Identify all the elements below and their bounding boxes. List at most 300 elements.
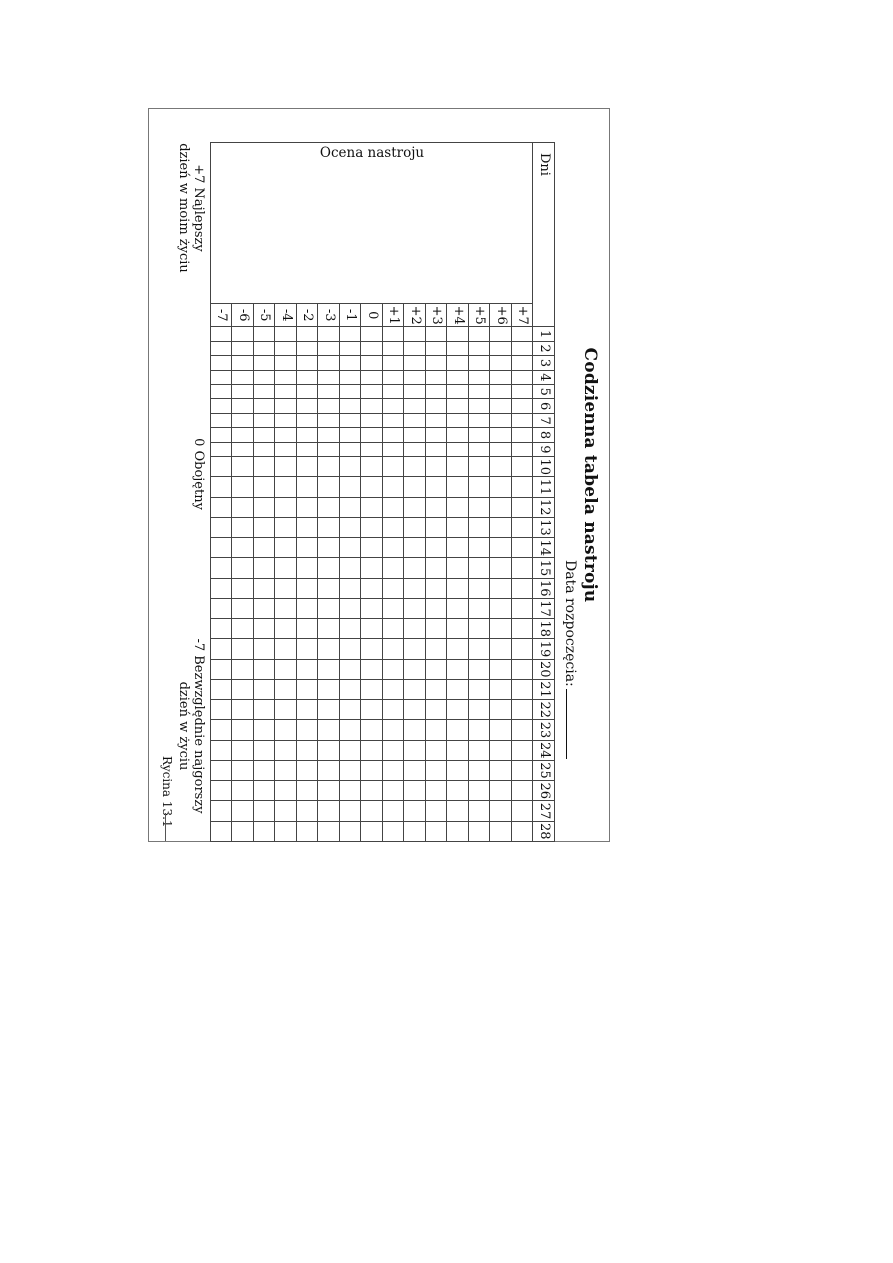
mood-cell[interactable] xyxy=(447,598,469,618)
mood-cell[interactable] xyxy=(232,619,254,639)
mood-cell[interactable] xyxy=(490,598,512,618)
mood-cell[interactable] xyxy=(490,341,512,355)
mood-cell[interactable] xyxy=(490,399,512,413)
mood-cell[interactable] xyxy=(490,370,512,384)
mood-cell[interactable] xyxy=(318,639,340,659)
mood-cell[interactable] xyxy=(340,442,362,456)
mood-cell[interactable] xyxy=(512,457,534,477)
mood-cell[interactable] xyxy=(232,801,254,821)
mood-cell[interactable] xyxy=(254,578,276,598)
mood-cell[interactable] xyxy=(275,385,297,399)
mood-cell[interactable] xyxy=(297,578,319,598)
mood-cell[interactable] xyxy=(361,760,383,780)
mood-cell[interactable] xyxy=(361,399,383,413)
mood-cell[interactable] xyxy=(297,598,319,618)
mood-cell[interactable] xyxy=(447,578,469,598)
mood-cell[interactable] xyxy=(404,598,426,618)
mood-cell[interactable] xyxy=(447,442,469,456)
mood-cell[interactable] xyxy=(340,781,362,801)
mood-cell[interactable] xyxy=(404,720,426,740)
mood-cell[interactable] xyxy=(275,370,297,384)
mood-cell[interactable] xyxy=(232,760,254,780)
mood-cell[interactable] xyxy=(512,639,534,659)
mood-cell[interactable] xyxy=(426,457,448,477)
mood-cell[interactable] xyxy=(404,477,426,497)
mood-cell[interactable] xyxy=(383,497,405,517)
mood-cell[interactable] xyxy=(232,558,254,578)
mood-cell[interactable] xyxy=(254,356,276,370)
mood-cell[interactable] xyxy=(404,413,426,427)
mood-cell[interactable] xyxy=(297,781,319,801)
mood-cell[interactable] xyxy=(211,497,233,517)
mood-cell[interactable] xyxy=(275,327,297,341)
mood-cell[interactable] xyxy=(361,598,383,618)
mood-cell[interactable] xyxy=(490,558,512,578)
mood-cell[interactable] xyxy=(254,740,276,760)
mood-cell[interactable] xyxy=(404,341,426,355)
mood-cell[interactable] xyxy=(340,399,362,413)
mood-cell[interactable] xyxy=(426,781,448,801)
mood-cell[interactable] xyxy=(211,517,233,537)
mood-cell[interactable] xyxy=(254,341,276,355)
mood-cell[interactable] xyxy=(490,442,512,456)
mood-cell[interactable] xyxy=(404,760,426,780)
mood-cell[interactable] xyxy=(211,538,233,558)
mood-cell[interactable] xyxy=(275,413,297,427)
mood-cell[interactable] xyxy=(490,428,512,442)
mood-cell[interactable] xyxy=(254,598,276,618)
mood-cell[interactable] xyxy=(340,477,362,497)
mood-cell[interactable] xyxy=(340,578,362,598)
mood-cell[interactable] xyxy=(254,619,276,639)
mood-cell[interactable] xyxy=(297,442,319,456)
mood-cell[interactable] xyxy=(426,639,448,659)
mood-cell[interactable] xyxy=(404,740,426,760)
mood-cell[interactable] xyxy=(232,517,254,537)
mood-cell[interactable] xyxy=(232,370,254,384)
mood-cell[interactable] xyxy=(469,740,491,760)
mood-cell[interactable] xyxy=(383,385,405,399)
mood-cell[interactable] xyxy=(469,413,491,427)
mood-cell[interactable] xyxy=(318,558,340,578)
mood-cell[interactable] xyxy=(447,370,469,384)
mood-cell[interactable] xyxy=(232,477,254,497)
mood-cell[interactable] xyxy=(340,517,362,537)
mood-cell[interactable] xyxy=(512,801,534,821)
mood-cell[interactable] xyxy=(469,356,491,370)
mood-cell[interactable] xyxy=(512,578,534,598)
mood-cell[interactable] xyxy=(512,740,534,760)
mood-cell[interactable] xyxy=(340,341,362,355)
mood-cell[interactable] xyxy=(340,558,362,578)
mood-cell[interactable] xyxy=(297,517,319,537)
mood-cell[interactable] xyxy=(318,598,340,618)
mood-cell[interactable] xyxy=(512,720,534,740)
mood-cell[interactable] xyxy=(211,356,233,370)
mood-cell[interactable] xyxy=(404,578,426,598)
mood-cell[interactable] xyxy=(361,517,383,537)
mood-cell[interactable] xyxy=(318,578,340,598)
mood-cell[interactable] xyxy=(211,477,233,497)
mood-cell[interactable] xyxy=(297,413,319,427)
mood-cell[interactable] xyxy=(254,821,276,841)
mood-cell[interactable] xyxy=(469,679,491,699)
mood-cell[interactable] xyxy=(275,659,297,679)
mood-cell[interactable] xyxy=(404,821,426,841)
mood-cell[interactable] xyxy=(297,720,319,740)
mood-cell[interactable] xyxy=(469,639,491,659)
mood-cell[interactable] xyxy=(340,497,362,517)
mood-cell[interactable] xyxy=(490,659,512,679)
mood-cell[interactable] xyxy=(426,477,448,497)
mood-cell[interactable] xyxy=(297,457,319,477)
mood-cell[interactable] xyxy=(404,327,426,341)
mood-cell[interactable] xyxy=(383,619,405,639)
mood-cell[interactable] xyxy=(447,428,469,442)
mood-cell[interactable] xyxy=(211,341,233,355)
start-date-blank[interactable] xyxy=(566,689,578,759)
mood-cell[interactable] xyxy=(297,428,319,442)
mood-cell[interactable] xyxy=(340,356,362,370)
mood-cell[interactable] xyxy=(404,801,426,821)
mood-cell[interactable] xyxy=(361,477,383,497)
mood-cell[interactable] xyxy=(361,781,383,801)
mood-cell[interactable] xyxy=(254,327,276,341)
mood-cell[interactable] xyxy=(361,619,383,639)
mood-cell[interactable] xyxy=(447,619,469,639)
mood-cell[interactable] xyxy=(447,385,469,399)
mood-cell[interactable] xyxy=(383,327,405,341)
mood-cell[interactable] xyxy=(512,428,534,442)
mood-cell[interactable] xyxy=(447,341,469,355)
mood-cell[interactable] xyxy=(275,558,297,578)
mood-cell[interactable] xyxy=(404,370,426,384)
mood-cell[interactable] xyxy=(211,399,233,413)
mood-cell[interactable] xyxy=(383,659,405,679)
mood-cell[interactable] xyxy=(211,639,233,659)
mood-cell[interactable] xyxy=(318,477,340,497)
mood-cell[interactable] xyxy=(275,801,297,821)
mood-cell[interactable] xyxy=(469,700,491,720)
mood-cell[interactable] xyxy=(383,517,405,537)
mood-cell[interactable] xyxy=(404,679,426,699)
mood-cell[interactable] xyxy=(297,679,319,699)
mood-cell[interactable] xyxy=(490,497,512,517)
mood-cell[interactable] xyxy=(490,327,512,341)
mood-cell[interactable] xyxy=(275,781,297,801)
mood-cell[interactable] xyxy=(254,399,276,413)
mood-cell[interactable] xyxy=(297,370,319,384)
mood-cell[interactable] xyxy=(340,619,362,639)
mood-cell[interactable] xyxy=(383,442,405,456)
mood-cell[interactable] xyxy=(361,413,383,427)
mood-cell[interactable] xyxy=(254,370,276,384)
mood-cell[interactable] xyxy=(275,477,297,497)
mood-cell[interactable] xyxy=(318,821,340,841)
mood-cell[interactable] xyxy=(232,578,254,598)
mood-cell[interactable] xyxy=(512,399,534,413)
mood-cell[interactable] xyxy=(318,801,340,821)
mood-cell[interactable] xyxy=(383,740,405,760)
mood-cell[interactable] xyxy=(275,578,297,598)
mood-cell[interactable] xyxy=(426,558,448,578)
mood-cell[interactable] xyxy=(426,740,448,760)
mood-cell[interactable] xyxy=(383,558,405,578)
mood-cell[interactable] xyxy=(469,598,491,618)
mood-cell[interactable] xyxy=(297,619,319,639)
mood-cell[interactable] xyxy=(426,385,448,399)
mood-cell[interactable] xyxy=(383,679,405,699)
mood-cell[interactable] xyxy=(211,428,233,442)
mood-cell[interactable] xyxy=(383,399,405,413)
mood-cell[interactable] xyxy=(361,801,383,821)
mood-cell[interactable] xyxy=(361,385,383,399)
mood-cell[interactable] xyxy=(490,619,512,639)
mood-cell[interactable] xyxy=(383,781,405,801)
mood-cell[interactable] xyxy=(426,821,448,841)
mood-cell[interactable] xyxy=(232,700,254,720)
mood-cell[interactable] xyxy=(361,700,383,720)
mood-cell[interactable] xyxy=(318,760,340,780)
mood-cell[interactable] xyxy=(211,700,233,720)
mood-cell[interactable] xyxy=(361,740,383,760)
mood-cell[interactable] xyxy=(275,442,297,456)
mood-cell[interactable] xyxy=(490,385,512,399)
mood-cell[interactable] xyxy=(361,659,383,679)
mood-cell[interactable] xyxy=(340,385,362,399)
mood-cell[interactable] xyxy=(447,477,469,497)
mood-cell[interactable] xyxy=(404,457,426,477)
mood-cell[interactable] xyxy=(426,517,448,537)
mood-cell[interactable] xyxy=(254,720,276,740)
mood-cell[interactable] xyxy=(383,801,405,821)
mood-cell[interactable] xyxy=(426,428,448,442)
mood-cell[interactable] xyxy=(447,558,469,578)
mood-cell[interactable] xyxy=(275,538,297,558)
mood-cell[interactable] xyxy=(275,821,297,841)
mood-cell[interactable] xyxy=(211,720,233,740)
mood-cell[interactable] xyxy=(490,639,512,659)
mood-cell[interactable] xyxy=(383,356,405,370)
mood-cell[interactable] xyxy=(383,457,405,477)
mood-cell[interactable] xyxy=(404,659,426,679)
mood-cell[interactable] xyxy=(340,821,362,841)
mood-cell[interactable] xyxy=(254,659,276,679)
mood-cell[interactable] xyxy=(404,385,426,399)
mood-cell[interactable] xyxy=(318,619,340,639)
mood-cell[interactable] xyxy=(490,413,512,427)
mood-cell[interactable] xyxy=(232,821,254,841)
mood-cell[interactable] xyxy=(447,457,469,477)
mood-cell[interactable] xyxy=(232,781,254,801)
mood-cell[interactable] xyxy=(275,356,297,370)
mood-cell[interactable] xyxy=(512,619,534,639)
mood-cell[interactable] xyxy=(361,356,383,370)
mood-cell[interactable] xyxy=(469,385,491,399)
mood-cell[interactable] xyxy=(469,399,491,413)
mood-cell[interactable] xyxy=(447,538,469,558)
mood-cell[interactable] xyxy=(275,679,297,699)
mood-cell[interactable] xyxy=(447,801,469,821)
mood-cell[interactable] xyxy=(232,385,254,399)
mood-cell[interactable] xyxy=(426,760,448,780)
mood-cell[interactable] xyxy=(490,517,512,537)
mood-cell[interactable] xyxy=(340,413,362,427)
mood-cell[interactable] xyxy=(211,558,233,578)
mood-cell[interactable] xyxy=(426,413,448,427)
mood-cell[interactable] xyxy=(340,598,362,618)
mood-cell[interactable] xyxy=(211,801,233,821)
mood-cell[interactable] xyxy=(361,538,383,558)
mood-cell[interactable] xyxy=(469,801,491,821)
mood-cell[interactable] xyxy=(447,720,469,740)
mood-cell[interactable] xyxy=(426,497,448,517)
mood-cell[interactable] xyxy=(490,578,512,598)
mood-cell[interactable] xyxy=(447,659,469,679)
mood-cell[interactable] xyxy=(383,413,405,427)
mood-cell[interactable] xyxy=(447,399,469,413)
mood-cell[interactable] xyxy=(383,370,405,384)
mood-cell[interactable] xyxy=(469,538,491,558)
mood-cell[interactable] xyxy=(469,457,491,477)
mood-cell[interactable] xyxy=(211,821,233,841)
mood-cell[interactable] xyxy=(512,477,534,497)
mood-cell[interactable] xyxy=(361,639,383,659)
mood-cell[interactable] xyxy=(426,619,448,639)
mood-cell[interactable] xyxy=(254,538,276,558)
mood-cell[interactable] xyxy=(297,385,319,399)
mood-cell[interactable] xyxy=(232,538,254,558)
mood-cell[interactable] xyxy=(361,327,383,341)
mood-cell[interactable] xyxy=(490,679,512,699)
mood-cell[interactable] xyxy=(275,399,297,413)
mood-cell[interactable] xyxy=(426,578,448,598)
mood-cell[interactable] xyxy=(469,497,491,517)
mood-cell[interactable] xyxy=(361,497,383,517)
mood-cell[interactable] xyxy=(275,740,297,760)
mood-cell[interactable] xyxy=(318,497,340,517)
mood-cell[interactable] xyxy=(361,821,383,841)
mood-cell[interactable] xyxy=(254,679,276,699)
mood-cell[interactable] xyxy=(404,356,426,370)
mood-cell[interactable] xyxy=(318,700,340,720)
mood-cell[interactable] xyxy=(469,578,491,598)
mood-cell[interactable] xyxy=(383,578,405,598)
mood-cell[interactable] xyxy=(211,619,233,639)
mood-cell[interactable] xyxy=(469,428,491,442)
mood-cell[interactable] xyxy=(297,341,319,355)
mood-cell[interactable] xyxy=(232,679,254,699)
mood-cell[interactable] xyxy=(254,517,276,537)
mood-cell[interactable] xyxy=(275,598,297,618)
mood-cell[interactable] xyxy=(275,497,297,517)
mood-cell[interactable] xyxy=(383,428,405,442)
mood-cell[interactable] xyxy=(426,720,448,740)
mood-cell[interactable] xyxy=(490,700,512,720)
mood-cell[interactable] xyxy=(254,428,276,442)
mood-cell[interactable] xyxy=(469,477,491,497)
mood-cell[interactable] xyxy=(512,659,534,679)
mood-cell[interactable] xyxy=(275,428,297,442)
mood-cell[interactable] xyxy=(297,639,319,659)
mood-cell[interactable] xyxy=(318,720,340,740)
mood-cell[interactable] xyxy=(404,781,426,801)
mood-cell[interactable] xyxy=(275,341,297,355)
mood-cell[interactable] xyxy=(512,517,534,537)
mood-cell[interactable] xyxy=(275,700,297,720)
mood-cell[interactable] xyxy=(318,385,340,399)
mood-cell[interactable] xyxy=(512,821,534,841)
mood-cell[interactable] xyxy=(512,327,534,341)
mood-cell[interactable] xyxy=(426,442,448,456)
mood-cell[interactable] xyxy=(318,413,340,427)
mood-cell[interactable] xyxy=(447,497,469,517)
mood-cell[interactable] xyxy=(340,679,362,699)
mood-cell[interactable] xyxy=(426,399,448,413)
mood-cell[interactable] xyxy=(426,370,448,384)
mood-cell[interactable] xyxy=(340,538,362,558)
mood-cell[interactable] xyxy=(318,442,340,456)
mood-cell[interactable] xyxy=(211,327,233,341)
mood-cell[interactable] xyxy=(512,558,534,578)
mood-cell[interactable] xyxy=(297,497,319,517)
mood-cell[interactable] xyxy=(447,356,469,370)
mood-cell[interactable] xyxy=(211,385,233,399)
mood-cell[interactable] xyxy=(469,442,491,456)
mood-cell[interactable] xyxy=(512,356,534,370)
mood-cell[interactable] xyxy=(361,558,383,578)
mood-cell[interactable] xyxy=(426,538,448,558)
mood-cell[interactable] xyxy=(512,679,534,699)
mood-cell[interactable] xyxy=(232,720,254,740)
mood-cell[interactable] xyxy=(512,497,534,517)
mood-cell[interactable] xyxy=(512,700,534,720)
mood-cell[interactable] xyxy=(232,356,254,370)
mood-cell[interactable] xyxy=(404,517,426,537)
mood-cell[interactable] xyxy=(297,760,319,780)
mood-cell[interactable] xyxy=(404,538,426,558)
mood-cell[interactable] xyxy=(512,598,534,618)
mood-cell[interactable] xyxy=(361,457,383,477)
mood-cell[interactable] xyxy=(361,370,383,384)
mood-cell[interactable] xyxy=(211,370,233,384)
mood-cell[interactable] xyxy=(447,679,469,699)
mood-cell[interactable] xyxy=(490,457,512,477)
mood-cell[interactable] xyxy=(469,619,491,639)
mood-cell[interactable] xyxy=(404,639,426,659)
mood-cell[interactable] xyxy=(426,700,448,720)
mood-cell[interactable] xyxy=(211,781,233,801)
mood-cell[interactable] xyxy=(297,700,319,720)
mood-cell[interactable] xyxy=(232,399,254,413)
mood-cell[interactable] xyxy=(318,781,340,801)
mood-cell[interactable] xyxy=(404,619,426,639)
mood-cell[interactable] xyxy=(318,399,340,413)
mood-cell[interactable] xyxy=(340,720,362,740)
mood-cell[interactable] xyxy=(275,639,297,659)
mood-cell[interactable] xyxy=(318,457,340,477)
mood-cell[interactable] xyxy=(490,720,512,740)
mood-cell[interactable] xyxy=(232,598,254,618)
mood-cell[interactable] xyxy=(318,679,340,699)
mood-cell[interactable] xyxy=(297,538,319,558)
mood-cell[interactable] xyxy=(404,558,426,578)
mood-cell[interactable] xyxy=(232,442,254,456)
mood-cell[interactable] xyxy=(512,413,534,427)
mood-cell[interactable] xyxy=(383,720,405,740)
mood-cell[interactable] xyxy=(340,760,362,780)
mood-cell[interactable] xyxy=(254,558,276,578)
